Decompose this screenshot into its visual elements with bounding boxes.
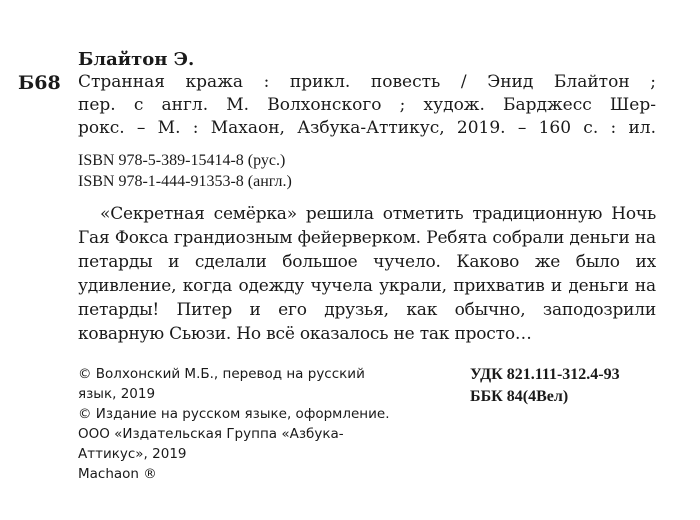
copyright-line: ООО «Издательская Группа «Азбука- <box>78 426 344 442</box>
copyright-line: Machaon ® <box>78 466 157 482</box>
copyright-line: язык, 2019 <box>78 386 156 402</box>
classification-block <box>470 364 620 408</box>
isbn-russian: ISBN 978-5-389-15414-8 (рус.) <box>78 152 286 169</box>
annotation: «Секретная семёрка» решила отметить традиционную Ночь Гая Фокса грандиозным фейерверком. Ребята собрали деньги на петарды и сделали большое чучело. Каково же было их удивление, когда одежду чучела украли, прихватив и деньги на петарды! Питер и его друзья, как обычно, заподозрили коварную Сьюзи. Но всё оказалось не так просто… <box>78 204 656 344</box>
copyright-line: © Волхонский М.Б., перевод на русский <box>78 366 365 382</box>
udk-code: УДК 821.111-312.4-93 <box>470 366 620 383</box>
copyright-line: © Издание на русском языке, оформление. <box>78 406 390 422</box>
author-name: Блайтон Э. <box>78 49 195 70</box>
isbn-block <box>78 150 656 192</box>
biblio-line: Странная кража : прикл. повесть / Энид Блайтон ; <box>78 72 656 92</box>
biblio-line: рокс. – М. : Махаон, Азбука-Аттикус, 2019. – 160 с. : ил. <box>78 118 656 138</box>
copyright-block <box>78 364 428 484</box>
isbn-english: ISBN 978-1-444-91353-8 (англ.) <box>78 173 292 190</box>
biblio-line: пер. с англ. М. Волхонского ; худож. Барджесс Шер- <box>78 95 656 115</box>
library-code: Б68 <box>18 72 61 94</box>
bibliographic-description <box>78 71 656 140</box>
copyright-line: Аттикус», 2019 <box>78 446 187 462</box>
bibliographic-record <box>78 48 656 346</box>
bbk-code: ББК 84(4Вел) <box>470 388 569 405</box>
